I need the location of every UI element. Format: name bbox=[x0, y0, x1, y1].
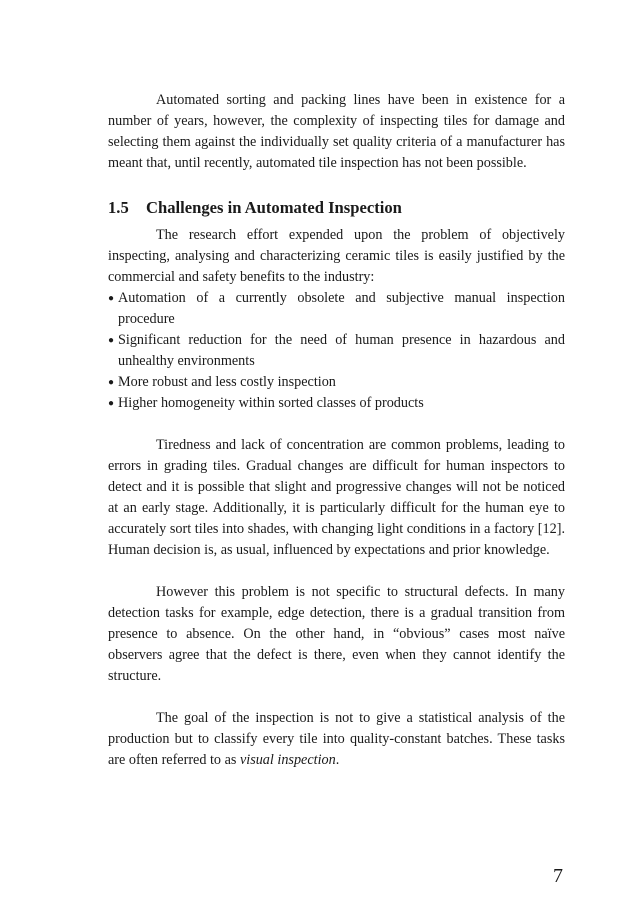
list-item: ● Automation of a currently obsolete and subjective manual inspection procedure bbox=[108, 290, 565, 327]
paragraph-research: The research effort expended upon the problem of objectively inspecting, analysing and characterizing ceramic tiles is easily justified by the commercial and safety benefits to the industry: bbox=[108, 227, 565, 285]
bullet-icon: ● bbox=[108, 335, 115, 346]
italic-term: visual inspection bbox=[239, 752, 336, 768]
bullet-icon: ● bbox=[108, 377, 115, 388]
list-item: ● Significant reduction for the need of human presence in hazardous and unhealthy environments bbox=[108, 332, 565, 369]
paragraph-tiredness: Tiredness and lack of concentration are common problems, leading to errors in grading tiles. Gradual changes are difficult for human inspectors to detect and it is possible that slight and progressive changes will not be noticed at an early stage. Additionally, it is particularly difficult for the human eye to accurately sort tiles into shades, with changing light conditions in a factory [12]. Human decision is, as usual, influenced by expectations and prior knowledge. bbox=[108, 437, 565, 558]
benefits-list bbox=[108, 288, 565, 414]
page-body bbox=[108, 88, 565, 771]
paragraph-goal: The goal of the inspection is not to give a statistical analysis of the production but to classify every tile into quality-constant batches. These tasks are often referred to as visual inspection. bbox=[108, 710, 565, 768]
list-item: ● More robust and less costly inspection bbox=[108, 372, 565, 393]
section-number: 1.5 bbox=[108, 198, 129, 217]
bullet-icon: ● bbox=[108, 398, 115, 409]
paragraph-however: However this problem is not specific to structural defects. In many detection tasks for example, edge detection, there is a gradual transition from presence to absence. On the other hand, in “obvious” cases most naïve observers agree that the defect is there, even when they cannot identify the structure. bbox=[108, 584, 565, 684]
page-number: 7 bbox=[553, 865, 563, 887]
list-item: ● Higher homogeneity within sorted classes of products bbox=[108, 393, 565, 414]
paragraph-intro: Automated sorting and packing lines have been in existence for a number of years, however, the complexity of inspecting tiles for damage and selecting them against the individually set quality criteria of a manufacturer has meant that, until recently, automated tile inspection has not been possible. bbox=[108, 92, 565, 171]
section-title: Challenges in Automated Inspection bbox=[146, 198, 402, 217]
section-heading bbox=[108, 195, 565, 221]
bullet-icon: ● bbox=[108, 293, 115, 304]
